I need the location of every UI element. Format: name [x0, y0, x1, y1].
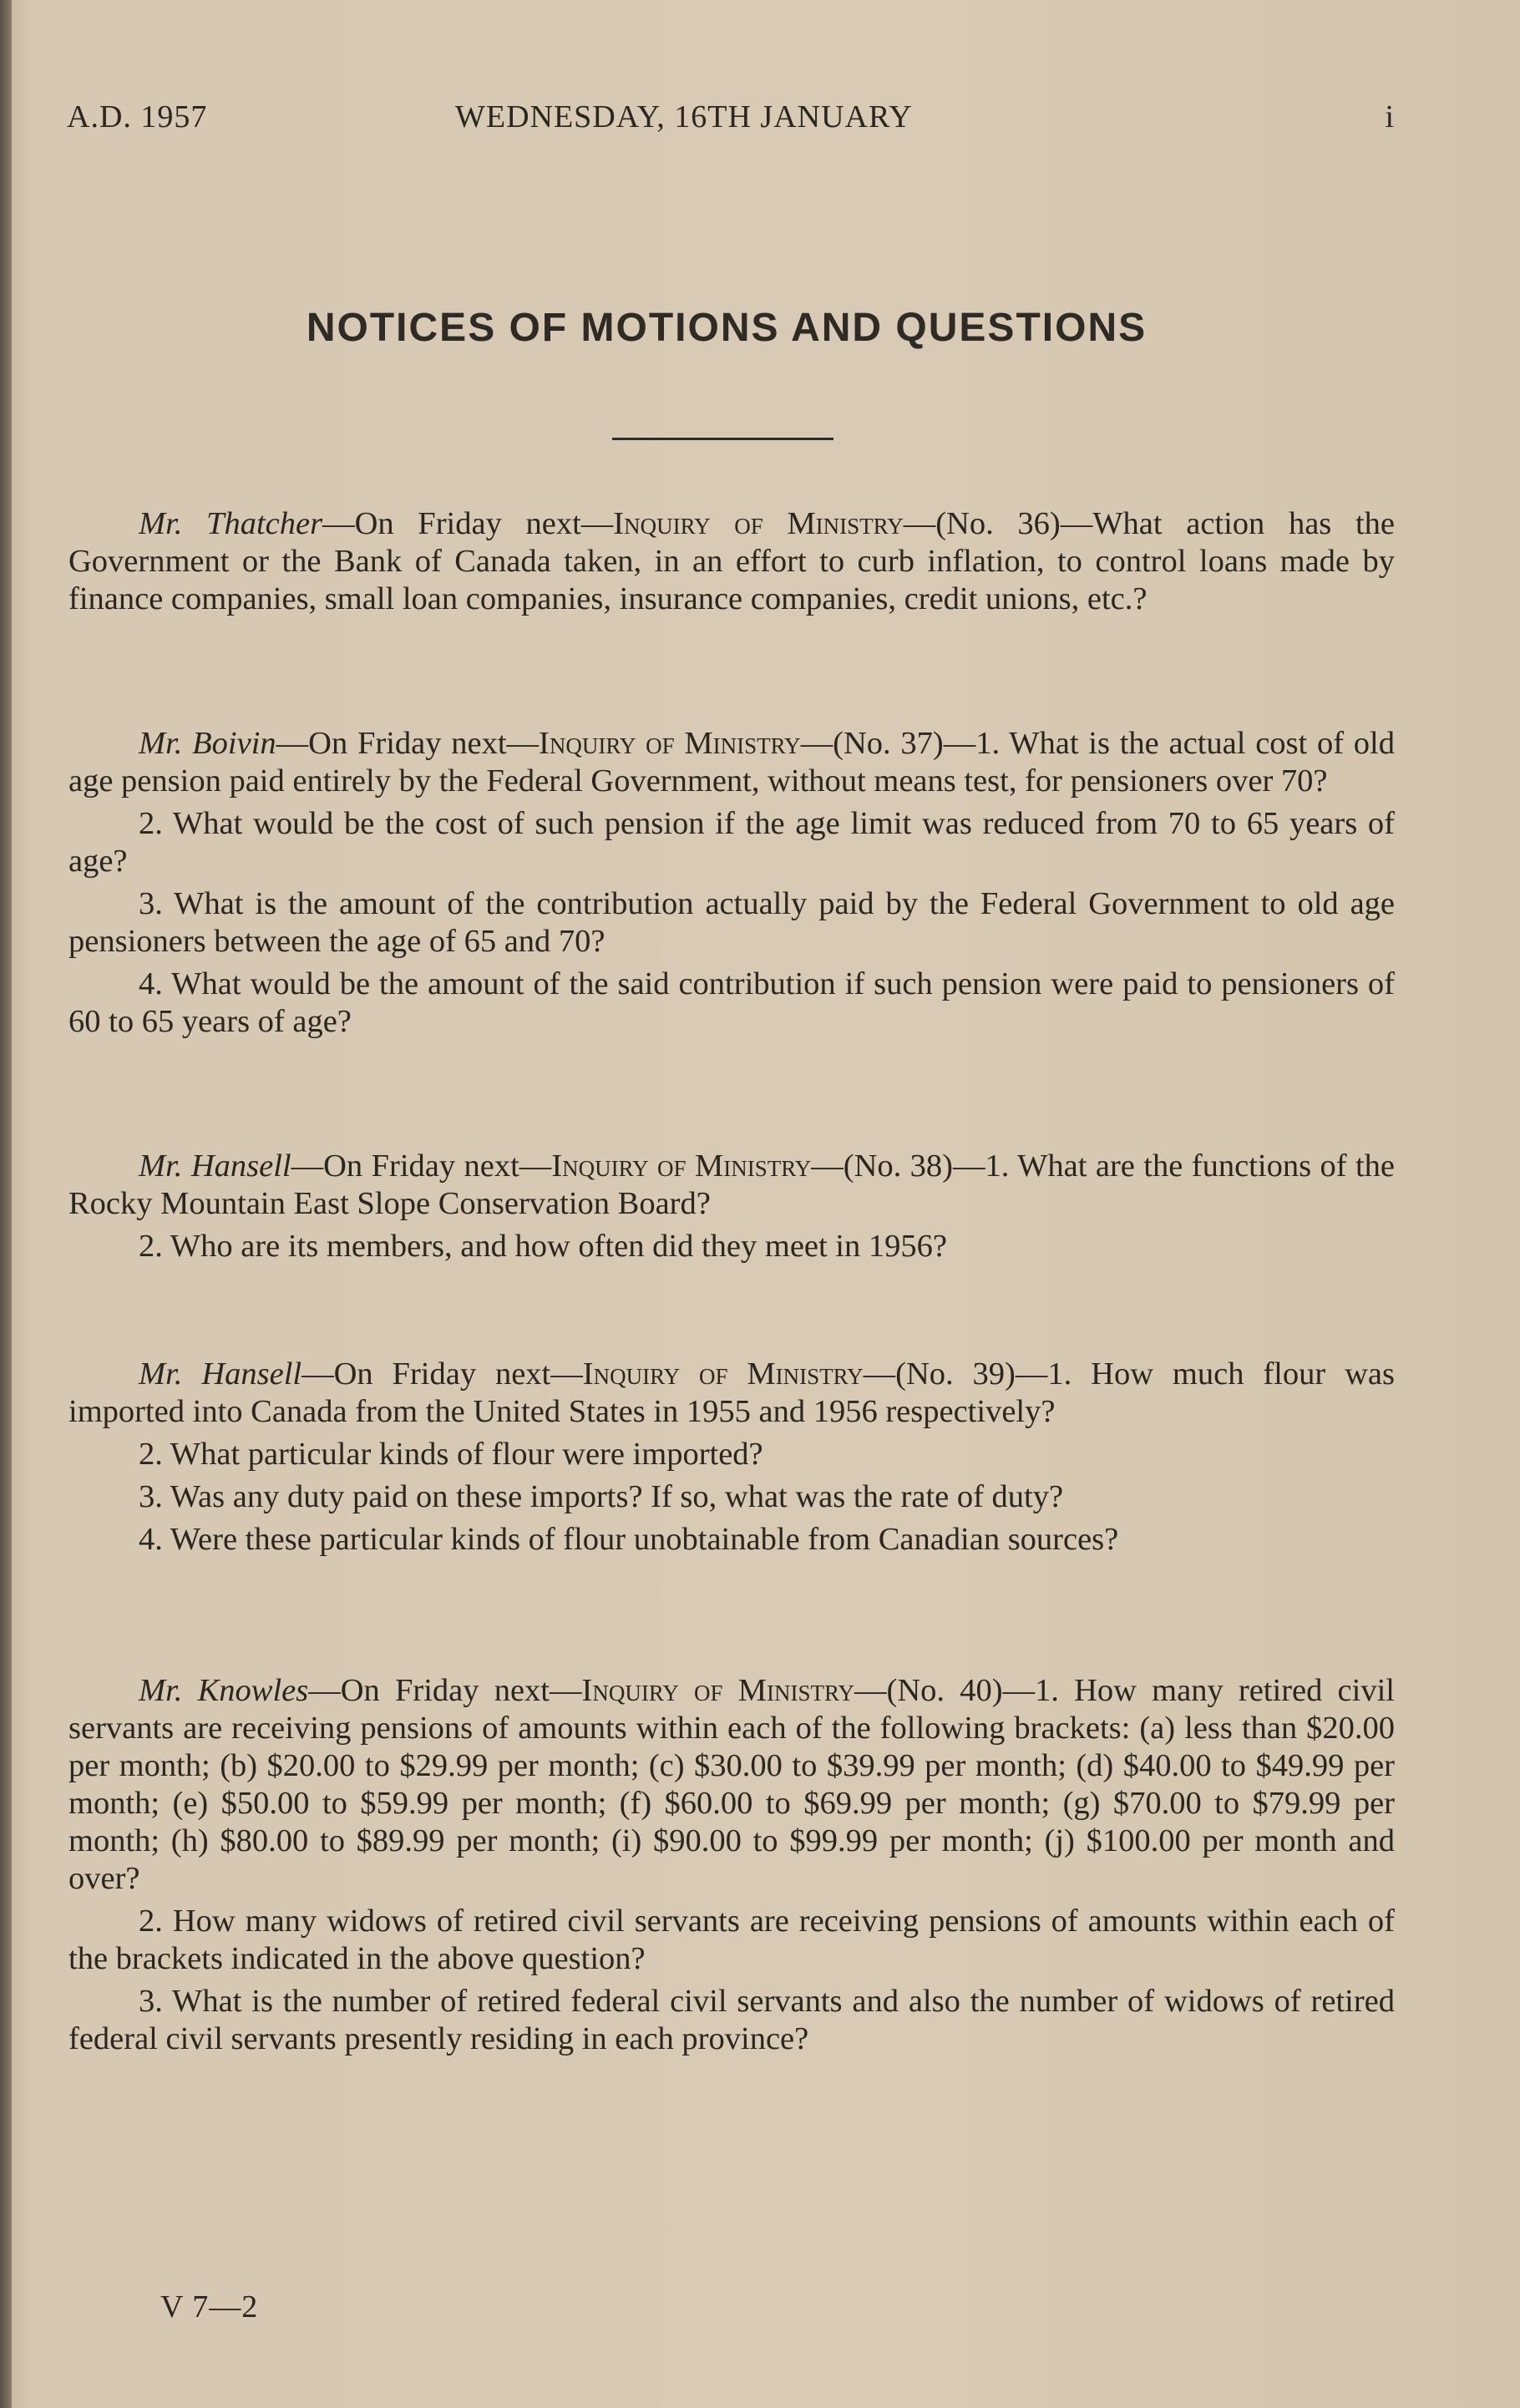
title-divider [612, 438, 833, 440]
sub-question: 2. Who are its members, and how often did they meet in 1956? [139, 1229, 947, 1264]
sub-question: 4. Were these particular kinds of flour unobtainable from Canadian sources? [139, 1522, 1119, 1557]
question-text: —(No. 40)—1. How many retired civil servants are receiving pensions of amounts within each of the following brackets: (a) less than $20.00 per month; (b) $20.00 to $29.99 per month; (c) $30.00 to $39.99 per month; (d) $40.00 to $49.99 per month; (e) $50.00 to $59.99 per month; (f) $60.00 to $69.99 per month; (g) $70.00 to $79.99 per month; (h) $80.00 to $89.99 per month; (i) $90.00 to $99.99 per month; (j) $100.00 per month and over? [68, 1673, 1395, 1896]
notice-timing: —On Friday next— [291, 1148, 552, 1184]
notice-question [68, 1356, 1395, 1431]
notice-timing: —On Friday next— [322, 506, 614, 541]
inquiry-label: Inquiry of Ministry [613, 506, 904, 541]
notice-entry [68, 725, 1395, 1041]
member-name: Mr. Knowles [139, 1673, 309, 1708]
notice-entry [68, 1672, 1395, 2058]
page-title: NOTICES OF MOTIONS AND QUESTIONS [306, 306, 1148, 350]
notice-entry [68, 1356, 1395, 1559]
notice-timing: —On Friday next— [276, 726, 540, 761]
book-spine-edge [0, 0, 12, 2408]
member-name: Mr. Boivin [139, 726, 276, 761]
header-year: A.D. 1957 [67, 99, 208, 134]
notice-entry [68, 1148, 1395, 1265]
notice-question [68, 1148, 1395, 1223]
signature-mark: V 7—2 [160, 2289, 259, 2324]
notice-question [68, 1672, 1395, 1898]
page-header [67, 99, 1395, 149]
sub-question: 4. What would be the amount of the said contribution if such pension were paid to pensioners of 60 to 65 years of age? [68, 966, 1395, 1039]
notice-timing: —On Friday next— [301, 1356, 583, 1392]
inquiry-label: Inquiry of Ministry [551, 1148, 812, 1184]
notice-question [68, 505, 1395, 618]
member-name: Mr. Hansell [139, 1356, 302, 1392]
sub-question: 2. What would be the cost of such pension if the age limit was reduced from 70 to 65 years of age? [68, 806, 1395, 879]
member-name: Mr. Thatcher [139, 506, 323, 541]
member-name: Mr. Hansell [139, 1148, 291, 1184]
sub-question: 2. How many widows of retired civil servants are receiving pensions of amounts within each of the brackets indicated in the above question? [68, 1904, 1395, 1976]
notices-list [68, 505, 1395, 2165]
notice-question [68, 725, 1395, 800]
sub-question: 3. What is the amount of the contribution actually paid by the Federal Government to old age pensioners between the age of 65 and 70? [68, 886, 1395, 959]
notice-entry [68, 505, 1395, 618]
question-text: —(No. 36)—What action has the Government or the Bank of Canada taken, in an effort to curb inflation, to control loans made by finance companies, small loan companies, insurance companies, credit unions, etc.? [68, 506, 1395, 616]
question-text: —(No. 37)—1. What is the actual cost of old age pension paid entirely by the Federal Government, without means test, for pensioners over 70? [68, 726, 1395, 798]
sub-question: 2. What particular kinds of flour were imported? [139, 1437, 763, 1472]
question-text: —(No. 38)—1. What are the functions of the Rocky Mountain East Slope Conservation Board? [68, 1148, 1395, 1221]
question-text: —(No. 39)—1. How much flour was imported into Canada from the United States in 1955 and 1956 respectively? [68, 1356, 1395, 1429]
header-date: WEDNESDAY, 16TH JANUARY [455, 99, 913, 134]
inquiry-label: Inquiry of Ministry [582, 1356, 864, 1392]
header-page-number: i [1385, 99, 1395, 134]
sub-question: 3. What is the number of retired federal civil servants and also the number of widows of retired federal civil servants presently residing in each province? [68, 1984, 1395, 2056]
notice-timing: —On Friday next— [308, 1673, 582, 1708]
inquiry-label: Inquiry of Ministry [581, 1673, 854, 1708]
inquiry-label: Inquiry of Ministry [539, 726, 801, 761]
sub-question: 3. Was any duty paid on these imports? If so, what was the rate of duty? [139, 1479, 1064, 1514]
